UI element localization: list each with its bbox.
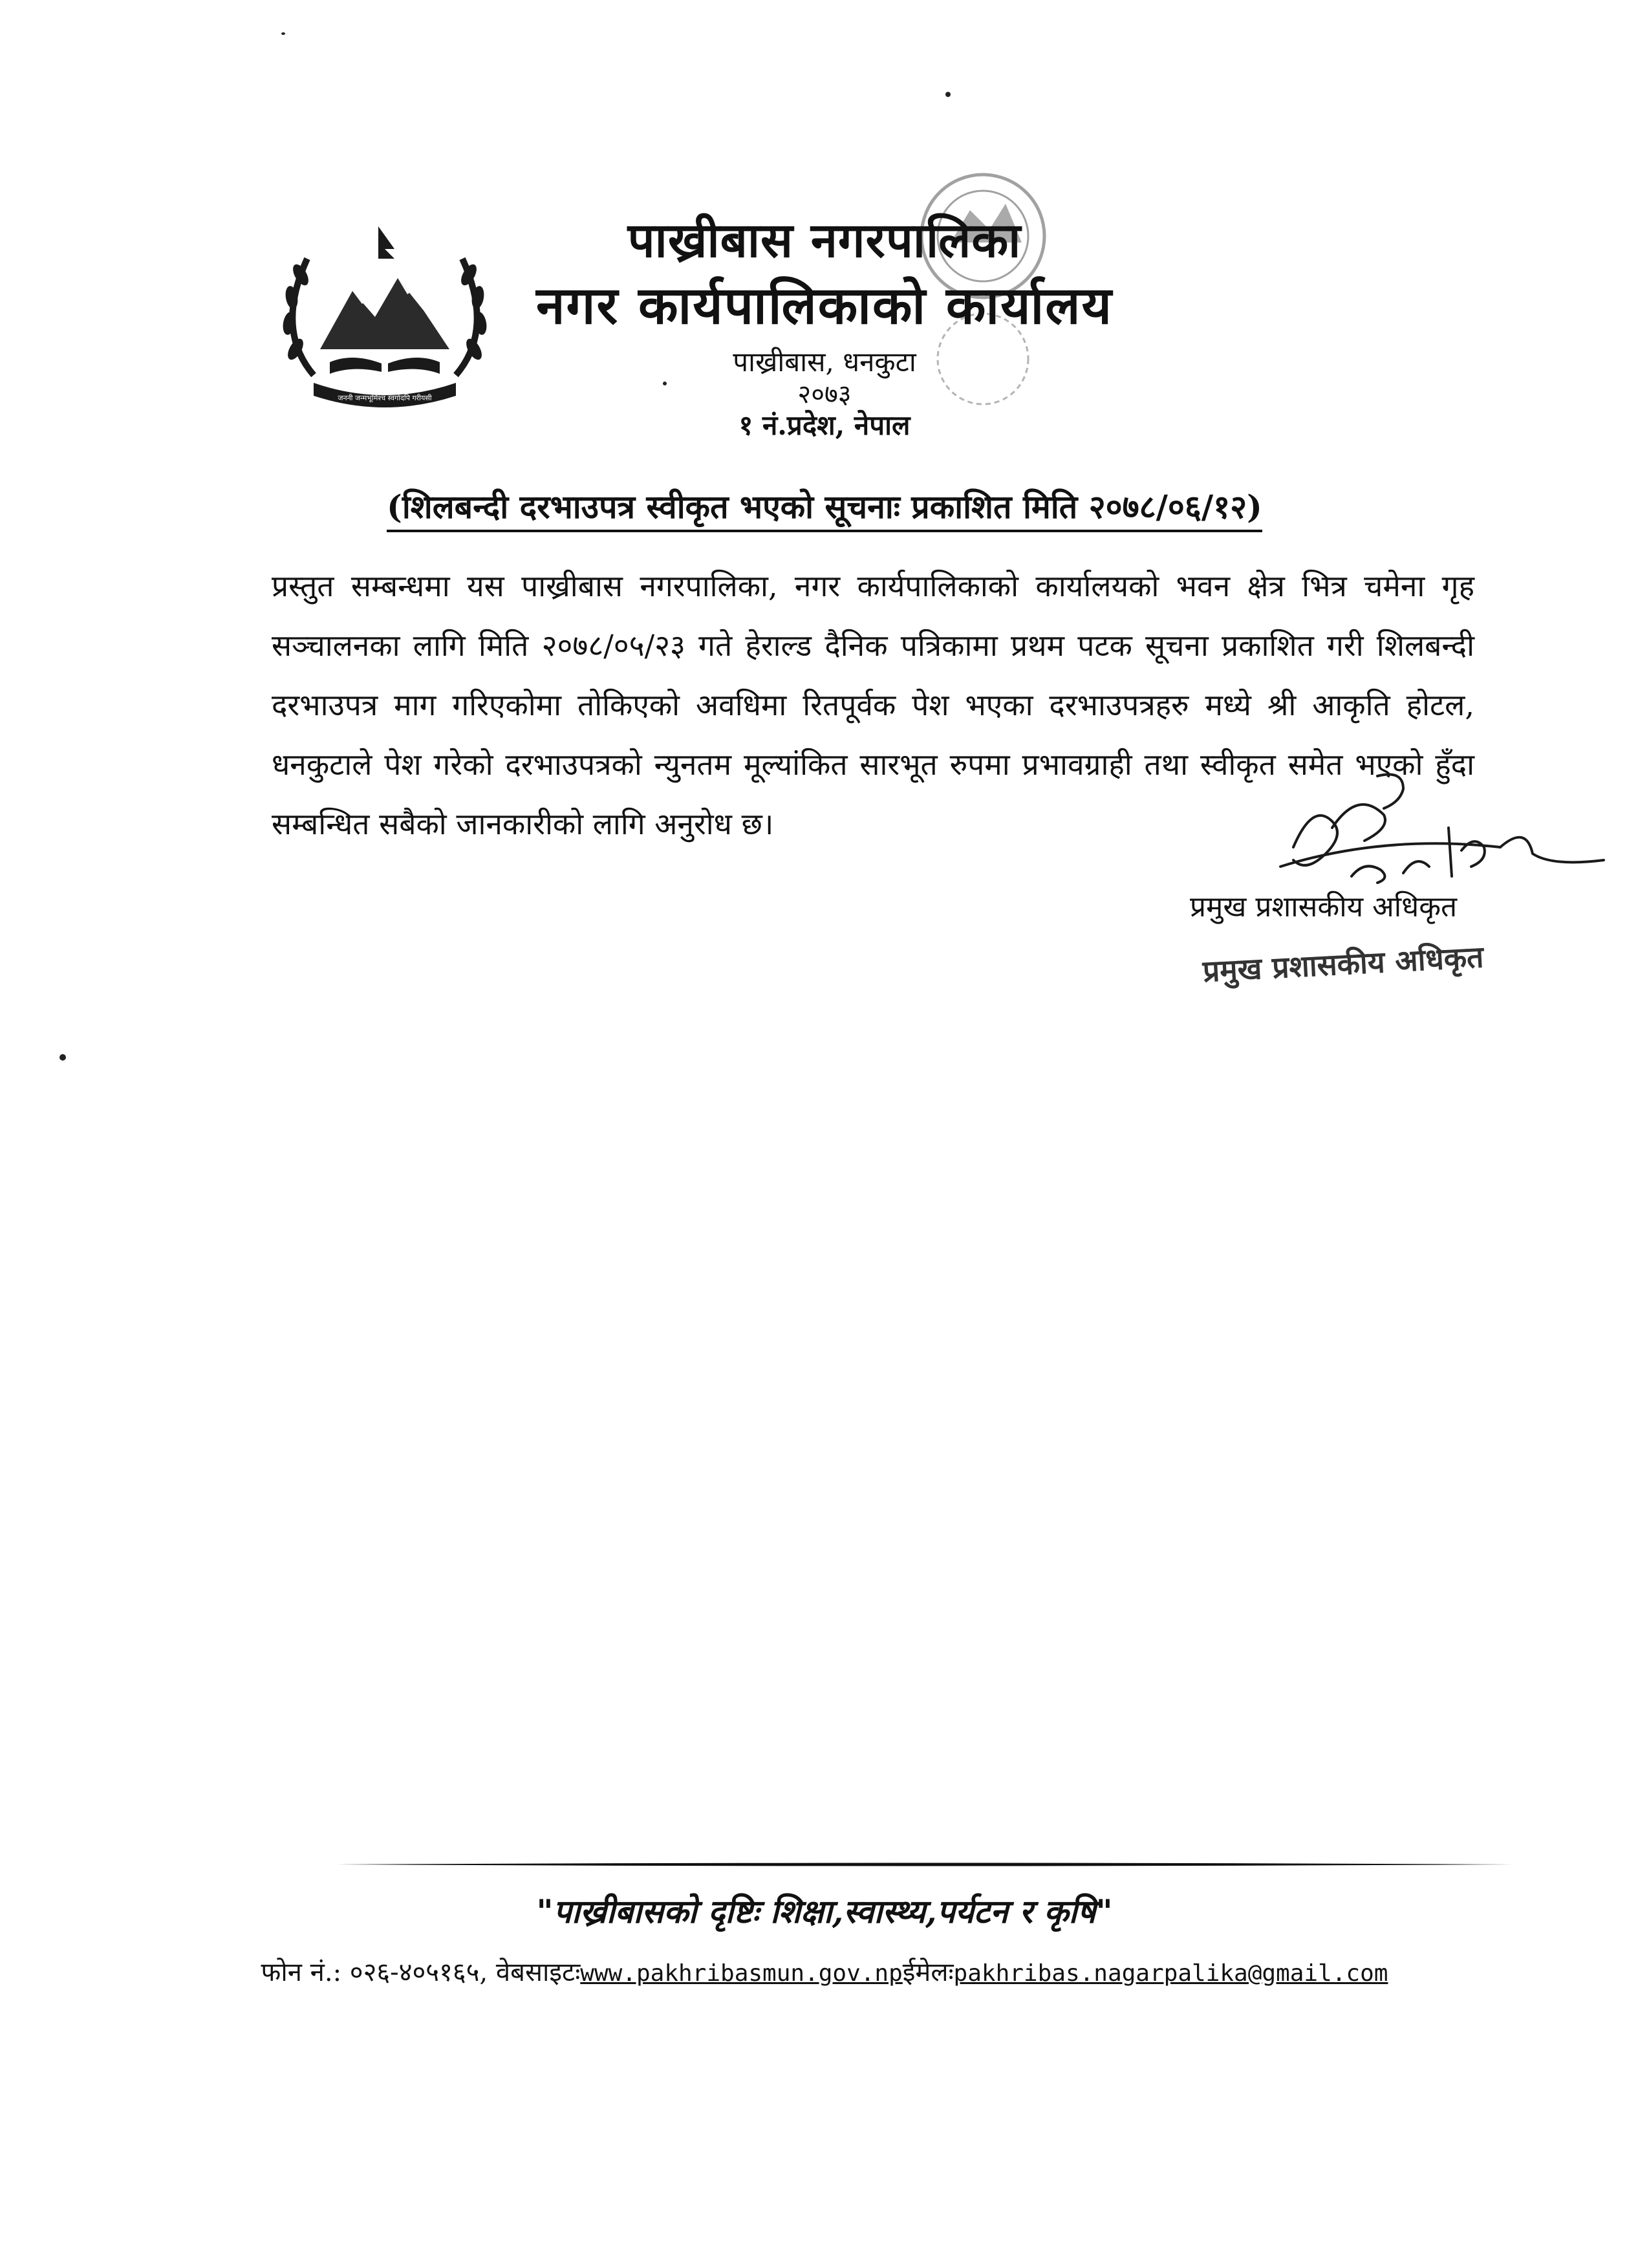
- organization-name: पाख्रीबास नगरपालिका: [627, 213, 1022, 268]
- reference-number: २०७३: [797, 380, 852, 409]
- province-line: १ नं.प्रदेश, नेपाल: [738, 409, 911, 441]
- scan-speck: [59, 1054, 66, 1061]
- scan-speck: [281, 32, 285, 35]
- footer-motto: "पाख्रीबासको दृष्टिः शिक्षा,स्वास्थ्य,पर्यटन र कृषि": [536, 1892, 1113, 1930]
- notice-title-text: (शिलबन्दी दरभाउपत्र स्वीकृत भएको सूचनाः प्रकाशित मिति २०७८/०६/१२): [387, 488, 1262, 532]
- svg-text:जननी जन्मभूमिश्च स्वर्गादपि गर: जननी जन्मभूमिश्च स्वर्गादपि गरीयसी: [338, 394, 432, 402]
- notice-body: प्रस्तुत सम्बन्धमा यस पाख्रीबास नगरपालिका, नगर कार्यपालिकाको कार्यालयको भवन क्षेत्र भित्र चमेना गृह सञ्चालनका लागि मिति २०७८/०५/२३ गते हेराल्ड दैनिक पत्रिकामा प्रथम पटक सूचना प्रकाशित गरी शिलबन्दी दरभाउपत्र माग गरिएकोमा तोकिएको अवधिमा रितपूर्वक पेश भएका दरभाउपत्रहरु मध्ये श्री आकृति होटल, धनकुटाले पेश गरेको दरभाउपत्रको न्युनतम मूल्यांकित सारभूत रुपमा प्रभावग्राही तथा स्वीकृत समेत भएको हुँदा सम्बन्धित सबैको जानकारीको लागि अनुरोध छ।: [272, 568, 1474, 841]
- phone-label: फोन नं.: ०२६-४०५१६५, वेबसाइटः: [261, 1958, 581, 1987]
- website-link[interactable]: www.pakhribasmun.gov.np: [580, 1960, 903, 1987]
- email-label: ईमेलः: [902, 1958, 954, 1987]
- office-name: नगर कार्यपालिकाको कार्यालय: [536, 275, 1113, 336]
- signatory-title: प्रमुख प्रशासकीय अधिकृत: [1190, 891, 1458, 923]
- footer-contact: [0, 1953, 1649, 1989]
- footer-divider: [336, 1861, 1513, 1868]
- notice-title: [0, 484, 1649, 528]
- scan-speck: [663, 382, 667, 385]
- signatory-rubber-stamp: प्रमुख प्रशासकीय अधिकृत: [1202, 939, 1485, 989]
- email-link[interactable]: pakhribas.nagarpalika@gmail.com: [953, 1960, 1388, 1987]
- office-address: पाख्रीबास, धनकुटा: [733, 346, 916, 378]
- scan-speck: [945, 92, 951, 97]
